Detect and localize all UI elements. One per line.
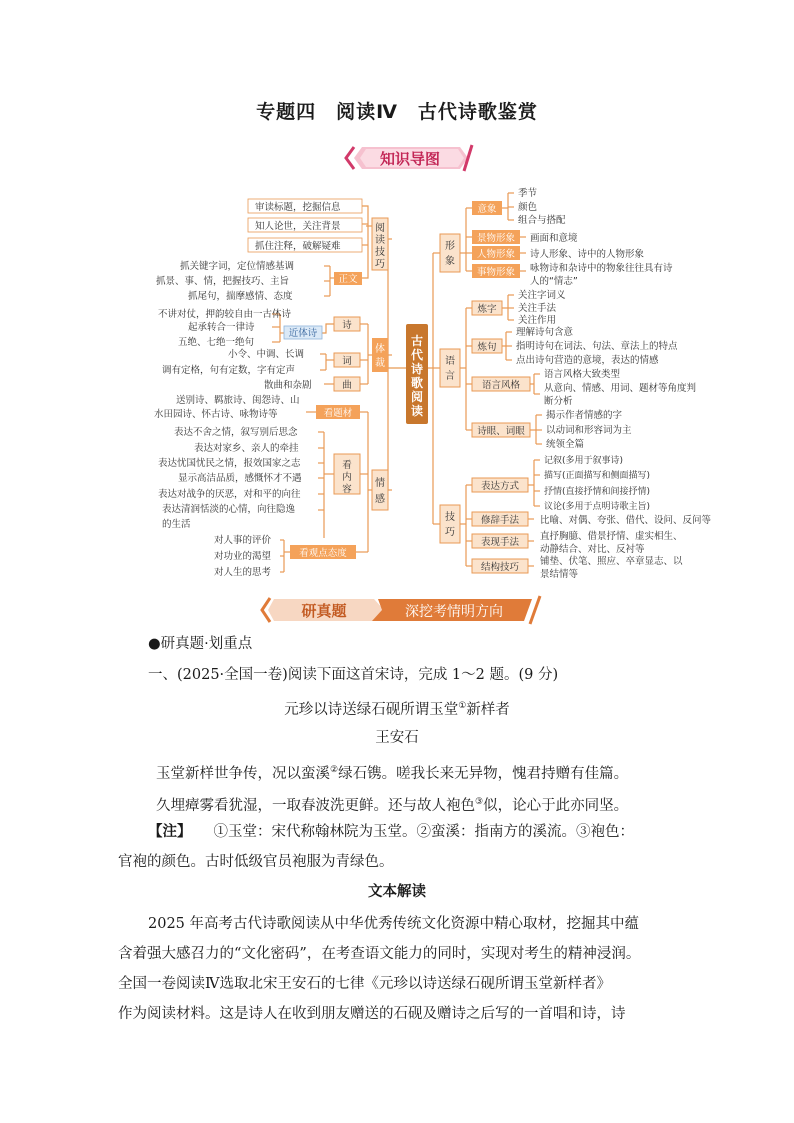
content-item: 表达不舍之情，叙写别后思念: [174, 427, 298, 438]
content-item: 显示高洁品质，感慨怀才不遇: [178, 473, 302, 484]
subheading: 文本解读: [368, 884, 426, 900]
paragraph-line: 全国一卷阅读Ⅳ选取北宋王安石的七律《元珍以诗送绿石砚所谓玉堂新样者》: [118, 976, 611, 992]
node-jintishi: 近体诗: [288, 328, 318, 339]
node-shi: 诗: [342, 320, 352, 331]
zhengwen-item: 抓关键字词，定位情感基调: [180, 261, 295, 272]
shiwu-item: 人的“情志”: [530, 276, 578, 287]
renwu-item: 诗人形象、诗中的人物形象: [530, 249, 645, 260]
node-technique: 技: [445, 512, 455, 523]
fengge-item: 断分析: [544, 396, 573, 407]
content-item: 的生活: [162, 519, 191, 530]
skill-item: 审读标题，挖掘信息: [255, 202, 341, 213]
zhengwen-item: 抓景、事、情，把握技巧、主旨: [156, 276, 290, 287]
node-content: 看: [342, 460, 352, 471]
node-biaoda: 表达方式: [480, 481, 520, 492]
node-attitude: 看观点态度: [299, 548, 347, 559]
node-fengge: 语言风格: [481, 380, 521, 391]
fengge-item: 从意向、情感、用词、题材等角度判: [544, 383, 697, 394]
lianju-item: 理解诗句含意: [516, 327, 574, 338]
attitude-item: 对功业的渴望: [214, 551, 272, 562]
shiyan-item: 以动词和形容词为主: [546, 425, 632, 436]
paragraph-line: 作为阅读材料。这是诗人在收到朋友赠送的石砚及赠诗之后写的一首唱和诗，诗: [118, 1006, 626, 1022]
lianzi-item: 关注手法: [518, 303, 557, 314]
node-zhengwen: 正文: [338, 274, 358, 285]
jiegou-item: 景结情等: [540, 569, 579, 580]
svg-text:诗: 诗: [410, 362, 424, 376]
shiyan-item: 揭示作者情感的字: [546, 410, 623, 421]
biaoxian-item: 动静结合、对比、反衬等: [540, 544, 645, 555]
node-emotion: 情: [375, 478, 385, 489]
poem-note-1: 【注】 ①玉堂：宋代称翰林院为玉堂。②蛮溪：指南方的溪流。③袍色：: [148, 823, 634, 840]
shiyan-item: 统领全篇: [546, 439, 585, 450]
fengge-item: 语言风格大致类型: [544, 369, 621, 380]
ci-item: 小令、中调、长调: [228, 349, 305, 360]
poem-author: 王安石: [375, 730, 419, 746]
topic-item: 送别诗、羁旅诗、闺怨诗、山: [176, 395, 300, 406]
lianzi-item: 关注字词义: [518, 290, 566, 301]
biaoda-item: 描写(正面描写和侧面描写): [544, 471, 651, 481]
node-yixiang: 意象: [477, 204, 497, 215]
xiuci-item: 比喻、对偶、夸张、借代、设问、反问等: [540, 515, 712, 526]
content-item: 表达清润恬淡的心情，向往隐逸: [162, 504, 296, 515]
page-title: 专题四 阅读Ⅳ 古代诗歌鉴赏: [256, 101, 538, 123]
node-shiwu: 事物形象: [476, 267, 516, 278]
svg-text:读: 读: [375, 235, 385, 246]
skill-item: 抓住注释，破解疑难: [255, 241, 341, 252]
svg-text:感: 感: [375, 494, 385, 505]
attitude-item: 对人事的评价: [214, 535, 272, 546]
biaoda-item: 记叙(多用于叙事诗): [544, 456, 624, 466]
poem-line-2: 久埋瘴雾看犹湿，一取春波洗更鲜。还与故人袍色③似，论心于此亦同坚。: [156, 797, 629, 814]
paragraph-line: 2025 年高考古代诗歌阅读从中华优秀传统文化资源中精心取材，挖掘其中蕴: [148, 916, 640, 932]
content-item: 表达忧国忧民之情，报效国家之志: [158, 458, 301, 469]
content-item: 表达对战争的厌恶，对和平的向往: [158, 489, 301, 500]
node-lianzi: 炼字: [477, 304, 497, 315]
svg-text:巧: 巧: [445, 527, 455, 538]
node-lianju: 炼句: [477, 342, 497, 353]
svg-text:内: 内: [342, 472, 352, 483]
section-banner: [256, 594, 548, 626]
qu-item: 散曲和杂剧: [264, 380, 312, 391]
yixiang-item: 组合与搭配: [518, 215, 566, 226]
poem-title: 元珍以诗送绿石砚所谓玉堂①新样者: [284, 701, 510, 718]
svg-text:言: 言: [445, 371, 455, 382]
svg-text:技: 技: [375, 247, 385, 258]
node-shiyan: 诗眼、词眼: [477, 426, 525, 437]
paragraph-line: 含着强大感召力的“文化密码”，在考查语文能力的同时，实现对考生的精神浸润。: [118, 946, 641, 962]
node-xiuci: 修辞手法: [480, 515, 520, 526]
svg-text:巧: 巧: [375, 259, 385, 270]
ci-item: 调有定格，句有定数，字有定声: [162, 365, 296, 376]
node-language: 语: [445, 356, 455, 367]
node-jingwu: 景物形象: [476, 233, 516, 244]
poem-note-2: 官袍的颜色。古时低级官员袍服为青绿色。: [118, 854, 394, 870]
node-ci: 词: [342, 356, 352, 367]
shi-item: 起承转合一律诗: [188, 322, 255, 333]
topic-item: 水田园诗、怀古诗、咏物诗等: [154, 409, 278, 420]
svg-text:歌: 歌: [410, 376, 424, 390]
node-renwu: 人物形象: [476, 249, 516, 260]
jingwu-item: 画面和意境: [530, 233, 578, 244]
question-line: 一、(2025·全国一卷)阅读下面这首宋诗，完成 1～2 题。(9 分): [148, 667, 559, 683]
node-qu: 曲: [342, 380, 352, 391]
biaoxian-item: 直抒胸臆、借景抒情、虚实相生、: [540, 531, 683, 542]
jiegou-item: 铺垫、伏笔、照应、卒章显志、以: [540, 556, 683, 567]
content-item: 表达对家乡、亲人的牵挂: [194, 443, 299, 454]
node-reading-skills: 阅: [375, 223, 385, 234]
lianzi-item: 关注作用: [518, 315, 557, 326]
yixiang-item: 颜色: [518, 202, 538, 213]
node-topic: 看题材: [323, 408, 353, 419]
section-bullet: ●研真题·划重点: [148, 636, 253, 652]
poem-line-1: 玉堂新样世争传，况以蛮溪②绿石镌。嗟我长来无异物，愧君持赠有佳篇。: [156, 765, 629, 782]
node-jiegou: 结构技巧: [480, 562, 520, 573]
biaoda-item: 议论(多用于点明诗歌主旨): [544, 502, 651, 512]
banner-right-label: 深挖考情明方向: [405, 604, 503, 620]
shi-item: 不讲对仗，押韵较自由一古体诗: [158, 309, 292, 320]
lianju-item: 指明诗句在词法、句法、章法上的特点: [516, 341, 678, 352]
svg-text:容: 容: [342, 484, 352, 495]
yixiang-item: 季节: [518, 188, 538, 199]
svg-text:裁: 裁: [375, 358, 385, 369]
svg-text:读: 读: [410, 404, 424, 418]
lianju-item: 点出诗句营造的意境，表达的情感: [516, 355, 659, 366]
mind-map-center: 古: [410, 334, 424, 348]
shi-item: 五绝、七绝一绝句: [178, 337, 255, 348]
node-biaoxian: 表现手法: [480, 537, 520, 548]
banner-title: 知识导图: [379, 150, 441, 168]
zhengwen-item: 抓尾句，揣摩感情、态度: [188, 291, 293, 302]
skill-item: 知人论世，关注背景: [255, 221, 341, 232]
svg-text:阅: 阅: [410, 390, 424, 404]
biaoda-item: 抒情(直接抒情和间接抒情): [544, 487, 651, 497]
node-image: 形: [445, 241, 455, 252]
attitude-item: 对人生的思考: [214, 567, 272, 578]
node-genre: 体: [375, 344, 385, 355]
svg-text:代: 代: [410, 348, 424, 362]
banner-left-label: 研真题: [301, 602, 347, 620]
shiwu-item: 咏物诗和杂诗中的物象往往具有诗: [530, 263, 673, 274]
svg-text:象: 象: [445, 256, 455, 267]
